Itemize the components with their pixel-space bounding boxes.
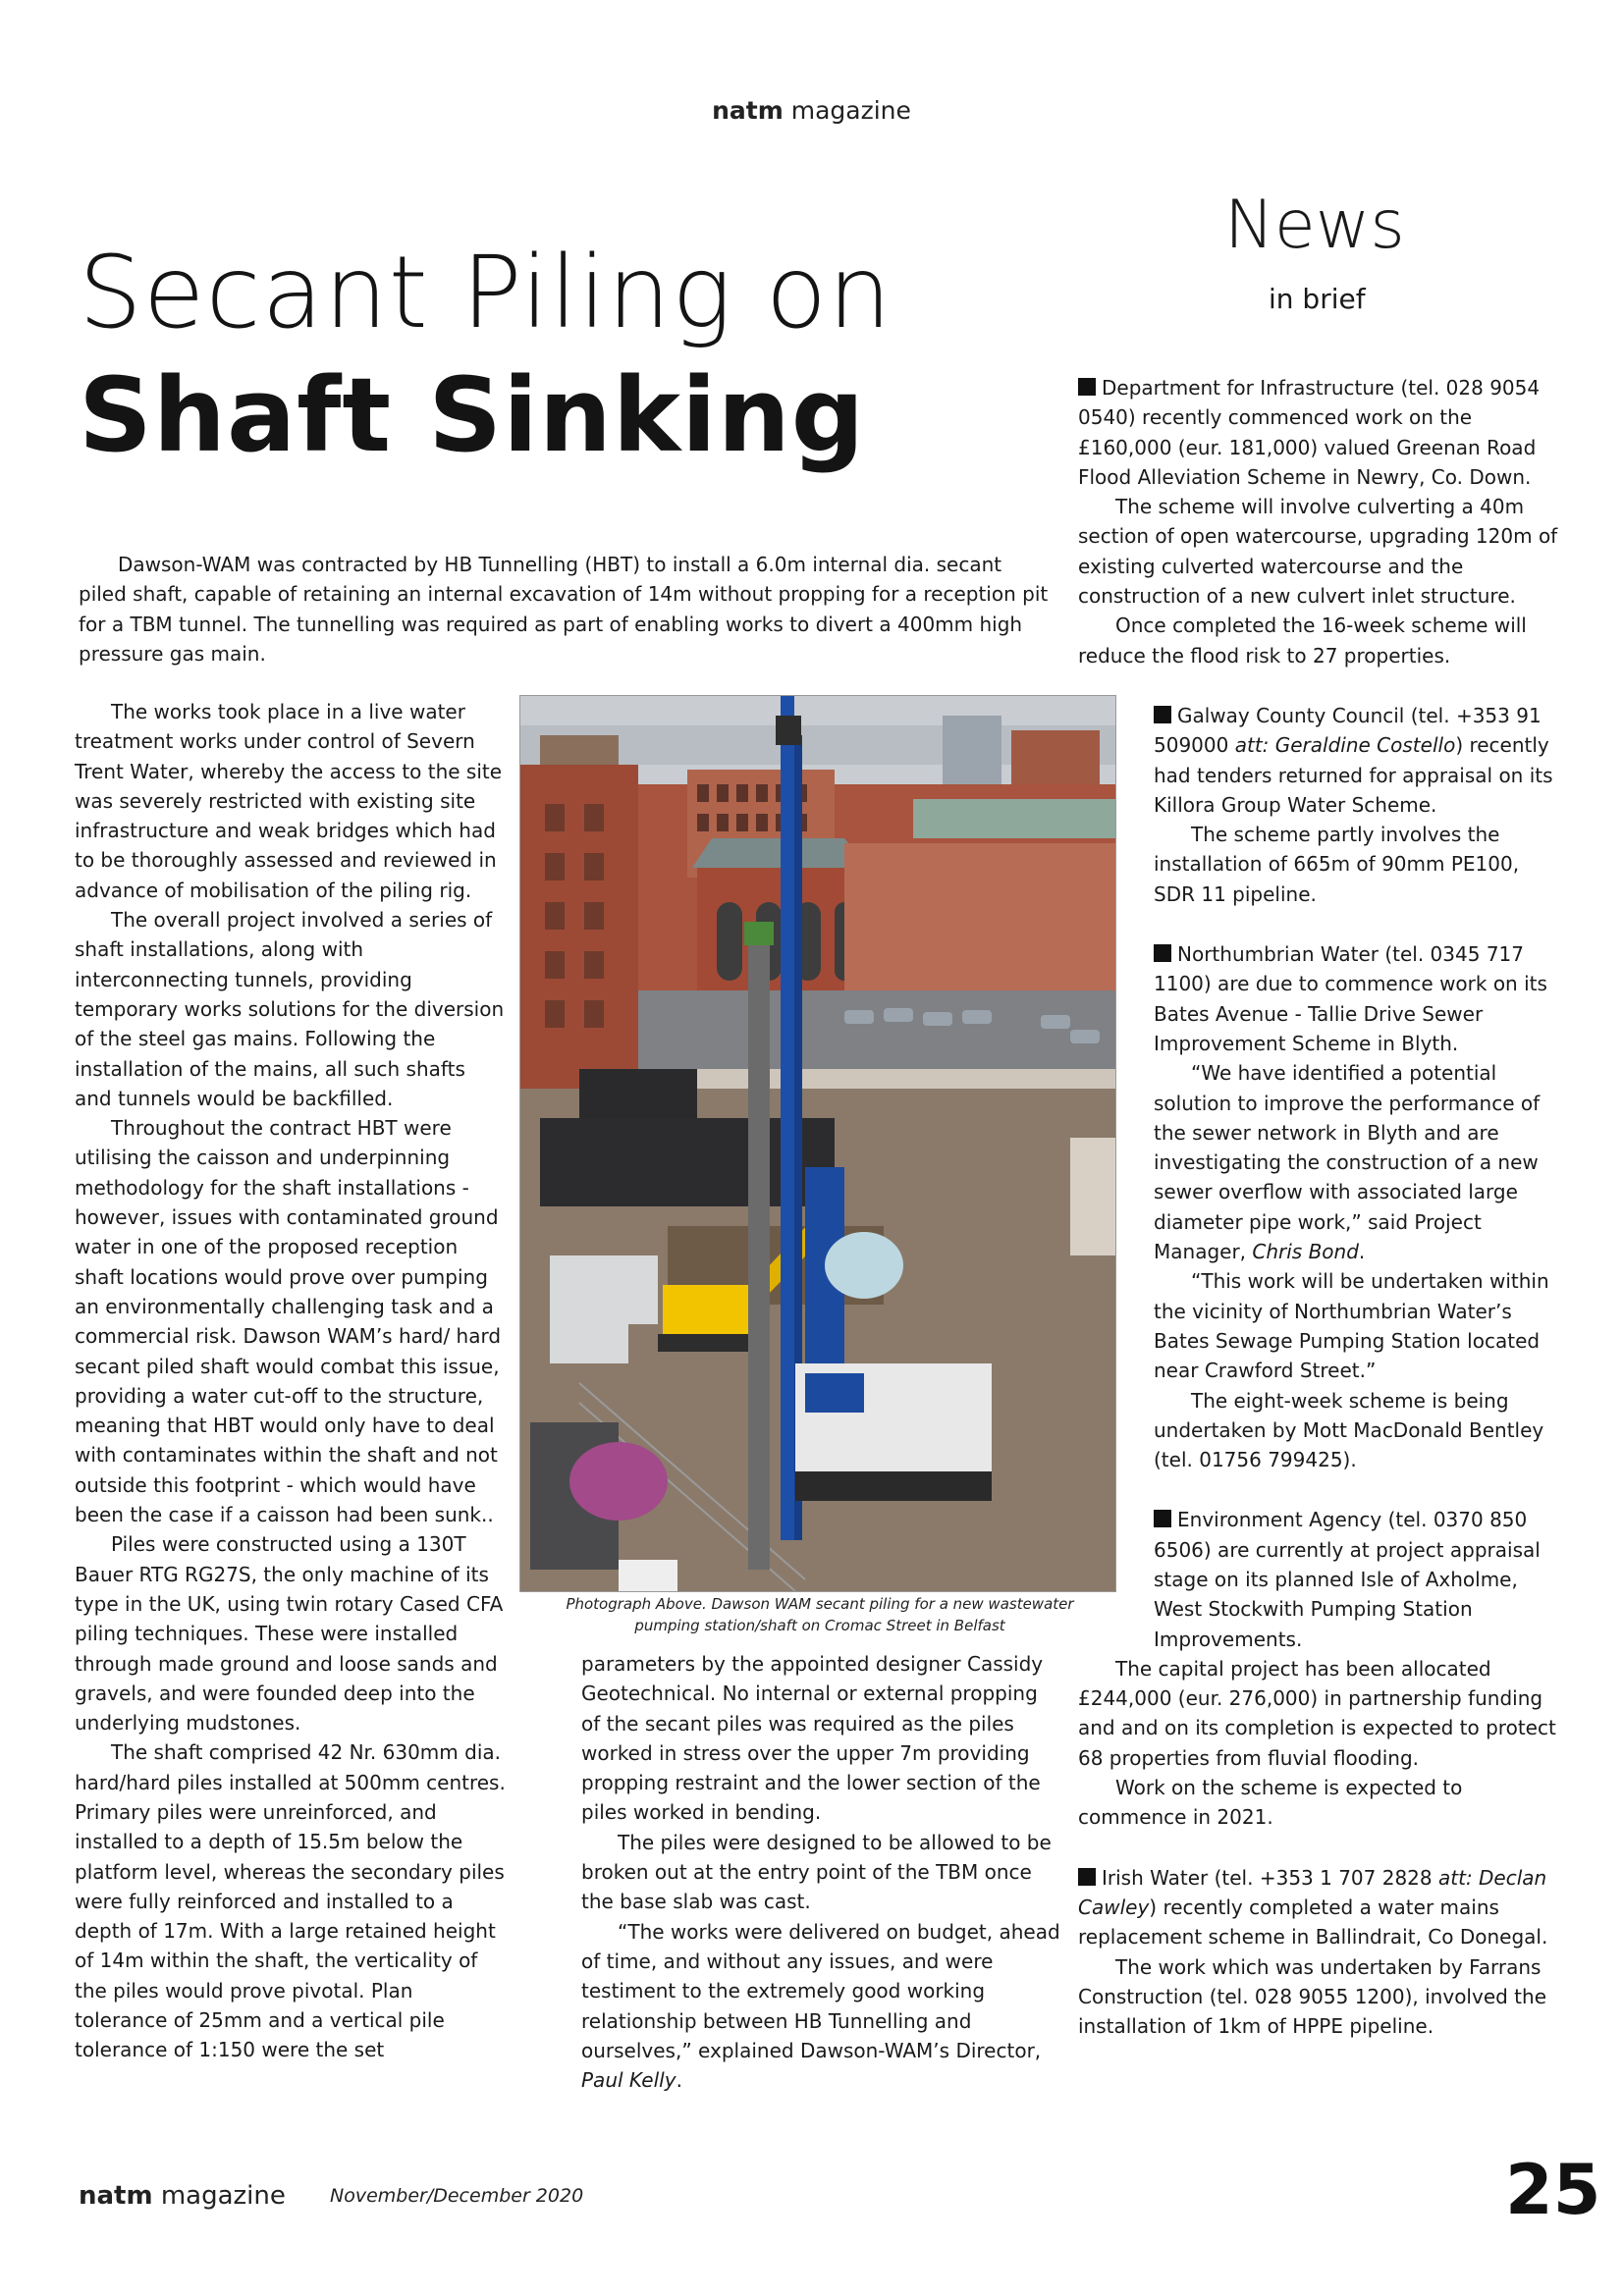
quoted-person-name: Paul Kelly: [581, 2068, 676, 2093]
header-magazine-name: natm magazine: [712, 96, 911, 125]
photo-caption: Photograph Above. Dawson WAM secant piling for a new wastewater pumping station/shaft on Cromac Street in Belfast: [566, 1595, 1074, 1634]
page-number: 25: [1505, 2150, 1601, 2230]
news-in-brief-column: [1078, 365, 1559, 2071]
article-column-1: [75, 697, 507, 2065]
bullet-square-icon: [1078, 378, 1096, 396]
bullet-square-icon: [1078, 1868, 1096, 1886]
headline-line-2: Shaft Sinking: [79, 355, 866, 475]
news-item: Environment Agency (tel. 0370 850 6506) are currently at project appraisal stage on its planned Isle of Axholme, West Stockwith Pumping Station Improvements. The capital project has been allocated £244,000 (eur. 276,000) in partnership funding and and on its completion is expected to protect 68 properties from fluvial flooding. Work on the scheme is expected to commence in 2021.: [1078, 1508, 1556, 1830]
news-item: Department for Infrastructure (tel. 028 9054 0540) recently commenced work on the £160,000 (eur. 181,000) valued Greenan Road Flood Alleviation Scheme in Newry, Co. Down. The scheme will involve culverting a 40m section of open watercourse, upgrading 120m of existing culverted watercourse and the construction of a new culvert inlet structure. Once completed the 16-week scheme will reduce the flood risk to 27 properties.: [1078, 376, 1558, 667]
photo-illustration: [520, 696, 1115, 1591]
article-paragraph: Piles were constructed using a 130T Bauer RTG RG27S, the only machine of its type in the UK, using twin rotary Cased CFA piling techniques. These were installed through made ground and loose sands and gravels, and were founded deep into the underlying mudstones.: [75, 1532, 504, 1735]
article-paragraph: Throughout the contract HBT were utilising the caisson and underpinning methodology for the shaft installations - however, issues with contaminated ground water in one of the proposed reception shaft locations would prove over pumping an environmentally challenging task and a commercial risk. Dawson WAM’s hard/ hard secant piled shaft would combat this issue, providing a water cut-off to the structure, meaning that HBT would only have to deal with contaminates within the shaft and not outside this footprint - which would have been the case if a caisson had been sunk..: [75, 1116, 502, 1527]
news-item: Northumbrian Water (tel. 0345 717 1100) are due to commence work on its Bates Avenue - Tallie Drive Sewer Improvement Scheme in Blyth. “We have identified a potential solution to improve the performance of the sewer network in Blyth and are investigating the construction of a new sewer overflow with associated large diameter pipe work,” said Project Manager, Chris Bond. “This work will be undertaken within the vicinity of Northumbrian Water’s Bates Sewage Pumping Station located near Crawford Street.” The eight-week scheme is being undertaken by Mott MacDonald Bentley (tel. 01756 799425).: [1154, 942, 1549, 1472]
article-paragraph: “The works were delivered on budget, ahead of time, and without any issues, and were testiment to the extremely good working relationship between HB Tunnelling and ourselves,” explained Dawson-WAM’s Director, Paul Kelly.: [581, 1919, 1060, 2093]
article-paragraph: The overall project involved a series of shaft installations, along with interconnecting tunnels, providing temporary works solutions for the diversion of the steel gas mains. Following the installation of the mains, all such shafts and tunnels would be backfilled.: [75, 908, 505, 1110]
footer-magazine-name: natm magazine: [79, 2181, 286, 2211]
news-section-subtitle: in brief: [1269, 283, 1366, 315]
news-item: Irish Water (tel. +353 1 707 2828 att: Declan Cawley) recently completed a water mains replacement scheme in Ballindrait, Co Donegal. The work which was undertaken by Farrans Construction (tel. 028 9055 1200), involved the installation of 1km of HPPE pipeline.: [1078, 1865, 1548, 2039]
news-item: Galway County Council (tel. +353 91 509000 att: Geraldine Costello) recently had tenders returned for appraisal on its Killora Group Water Scheme. The scheme partly involves the installation of 665m of 90mm PE100, SDR 11 pipeline.: [1154, 703, 1553, 906]
news-section-title: News: [1224, 187, 1405, 264]
bullet-square-icon: [1154, 706, 1171, 723]
headline-line-1: Secant Piling on: [79, 235, 893, 351]
construction-site-photo: [519, 695, 1116, 1592]
article-intro: Dawson-WAM was contracted by HB Tunnelling (HBT) to install a 6.0m internal dia. secant piled shaft, capable of retaining an internal excavation of 14m without propping for a reception pit for a TBM tunnel. The tunnelling was required as part of enabling works to divert a 400mm high pressure gas main.: [79, 553, 1049, 666]
article-paragraph: The piles were designed to be allowed to be broken out at the entry point of the TBM once the base slab was cast.: [581, 1830, 1052, 1914]
bullet-square-icon: [1154, 944, 1171, 962]
article-paragraph: parameters by the appointed designer Cassidy Geotechnical. No internal or external propping of the secant piles was required as the piles worked in stress over the upper 7m providing propping restraint and the lower section of the piles worked in bending.: [581, 1652, 1044, 1825]
article-paragraph: The shaft comprised 42 Nr. 630mm dia. hard/hard piles installed at 500mm centres. Primary piles were unreinforced, and installed to a depth of 15.5m below the platform level, whereas the secondary piles were fully reinforced and installed to a depth of 17m. With a large retained height of 14m within the shaft, the verticality of the piles would prove pivotal. Plan tolerance of 25mm and a vertical pile tolerance of 1:150 were the set: [75, 1740, 506, 2062]
article-headline: [79, 234, 1060, 477]
issue-date: November/December 2020: [330, 2185, 584, 2207]
article-column-2: [581, 1649, 1062, 2095]
bullet-square-icon: [1154, 1510, 1171, 1527]
article-paragraph: The works took place in a live water treatment works under control of Severn Trent Water, whereby the access to the site was severely restricted with existing site infrastructure and weak bridges which had to be thoroughly assessed and reviewed in advance of mobilisation of the piling rig.: [75, 700, 503, 902]
